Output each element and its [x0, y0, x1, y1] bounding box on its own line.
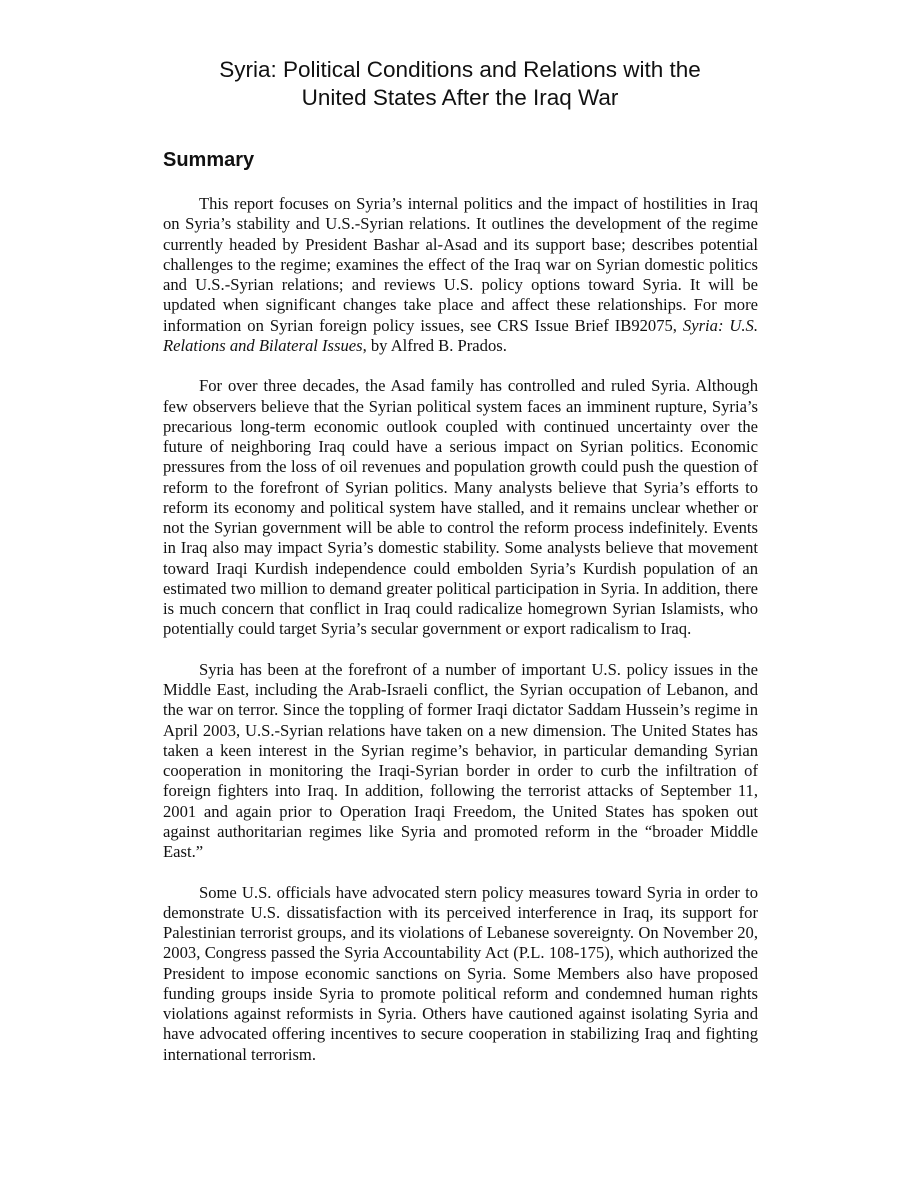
paragraph-1 — [163, 194, 758, 356]
paragraph-4: Some U.S. officials have advocated stern policy measures toward Syria in order to demonstrate U.S. dissatisfaction with its perceived interference in Iraq, its support for Palestinian terrorist groups, and its violations of Lebanese sovereignty. On November 20, 2003, Congress passed the Syria Accountability Act (P.L. 108-175), which authorized the President to impose economic sanctions on Syria. Some Members also have proposed funding groups inside Syria to promote political reform and condemned human rights violations against reformists in Syria. Others have cautioned against isolating Syria and have advocated offering incentives to secure cooperation in stabilizing Iraq and fighting international terrorism. — [163, 882, 758, 1064]
section-heading: Summary — [163, 149, 255, 171]
paragraph-2: For over three decades, the Asad family has controlled and ruled Syria. Although few observers believe that the Syrian political system faces an imminent rupture, Syria’s precarious long-term economic outlook coupled with continued uncertainty over the future of neighboring Iraq could have a serious impact on Syrian politics. Economic pressures from the loss of oil revenues and population growth could push the question of reform to the forefront of Syrian politics. Many analysts believe that Syria’s efforts to reform its economy and political system have stalled, and it remains unclear whether or not the Syrian government will be able to control the reform process indefinitely. Events in Iraq also may impact Syria’s domestic stability. Some analysts believe that movement toward Iraqi Kurdish independence could embolden Syria’s Kurdish population of an estimated two million to demand greater political participation in Syria. In addition, there is much concern that conflict in Iraq could radicalize homegrown Syrian Islamists, who potentially could target Syria’s secular government or export radicalism to Iraq. — [163, 376, 758, 639]
title-line-2: United States After the Iraq War — [301, 85, 619, 110]
title-line-1: Syria: Political Conditions and Relations with the — [219, 57, 701, 82]
paragraph-3: Syria has been at the forefront of a number of important U.S. policy issues in the Middle East, including the Arab-Israeli conflict, the Syrian occupation of Lebanon, and the war on terror. Since the toppling of former Iraqi dictator Saddam Hussein’s regime in April 2003, U.S.-Syrian relations have taken on a new dimension. The United States has taken a keen interest in the Syrian regime’s behavior, in particular demanding Syrian cooperation in monitoring the Iraqi-Syrian border in order to curb the infiltration of foreign fighters into Iraq. In addition, following the terrorist attacks of September 11, 2001 and again prior to Operation Iraqi Freedom, the United States has spoken out against authoritarian regimes like Syria and promoted reform in the “broader Middle East.” — [163, 659, 758, 861]
document-body — [163, 194, 758, 1085]
cited-title: Syria: U.S. Relations and Bilateral Issues — [163, 315, 759, 355]
paragraph-1-tail: , by Alfred B. Prados. — [362, 335, 507, 355]
paragraph-1-text: This report focuses on Syria’s internal politics and the impact of hostilities in Iraq on Syria’s stability and U.S.-Syrian relations. It outlines the development of the regime currently headed by President Bashar al-Asad and its support base; describes potential challenges to the regime; examines the effect of the Iraq war on Syrian domestic politics and U.S.-Syrian relations; and reviews U.S. policy options toward Syria. It will be updated when significant changes take place and affect these relationships. For more information on Syrian foreign policy issues, see CRS Issue Brief IB92075, — [163, 194, 758, 335]
document-title — [140, 56, 780, 112]
